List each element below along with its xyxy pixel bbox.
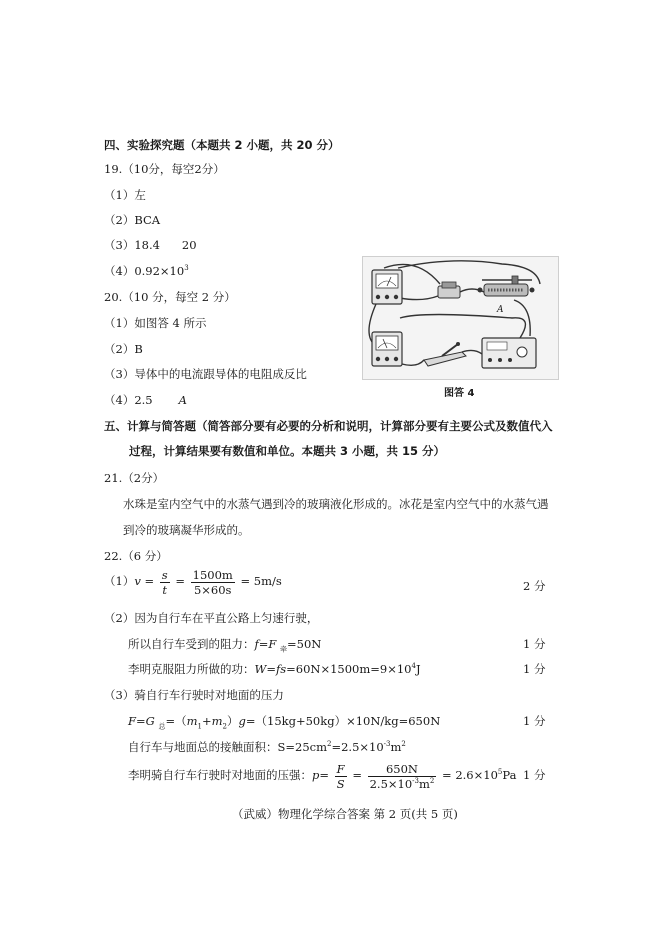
q22-part-2-line-2: 李明克服阻力所做的功：$W=fs=60N\times 1500m=9\times 10^4J$ xyxy=(128,662,421,676)
q22-part-3-line-1: F=G $_总=(m_1+m_2)g=(15kg+50kg)\times 10N/kg=650N$ xyxy=(128,714,441,731)
circuit-diagram xyxy=(362,256,560,380)
q22-part-3-line-1-score: 1 分 xyxy=(523,714,546,728)
q22-head: 22.（6 分） xyxy=(104,549,168,563)
figure-caption: 图答 4 xyxy=(444,388,475,399)
q21-line-2: 到冷的玻璃凝华形成的。 xyxy=(123,523,250,537)
q20-answer-2: （2）B xyxy=(104,342,143,356)
fraction-f-over-s: $\frac{F}{S}$ xyxy=(336,761,345,791)
fraction-force-over-area: $\frac{650N}{2.5\times 10^{-3}m^2}$ xyxy=(369,761,435,791)
fraction-distance-over-time: $\frac{1500m}{5\times 60s}$ xyxy=(192,567,233,597)
q19-answer-3: （3）18.4 20 xyxy=(104,238,197,252)
ammeter xyxy=(372,332,402,366)
q20-head: 20.（10 分，每空 2 分） xyxy=(104,290,236,304)
page-footer: （武威）物理化学综合答案 第 2 页(共 5 页) xyxy=(232,807,458,821)
voltmeter xyxy=(372,270,402,304)
section-4-heading: 四、实验探究题（本题共 2 小题，共 20 分） xyxy=(104,138,340,152)
q22-part-3-line-2: 自行车与地面总的接触面积：$S=25cm^2=2.5\times 10^{-3}m^2$ xyxy=(128,740,406,754)
q21-head: 21.（2分） xyxy=(104,471,165,485)
q19-answer-4: $(4)0.92\times 10^3$ xyxy=(104,264,189,278)
power-supply xyxy=(482,338,536,368)
q22-part-3-line-3-score: 1 分 xyxy=(523,768,546,782)
q22-part-1-formula: （1）v = $\frac{s}{t}$ = $\frac{1500m}{5\times 60s}$ = 5m/s xyxy=(104,567,282,597)
q22-part-3-line-3: 李明骑自行车行驶时对地面的压强：p= $\frac{F}{S}$ = $\frac{650N}{2.5\times 10^{-3}m^2}$ = $2.6\times 10^5Pa$ xyxy=(128,761,517,791)
q19-answer-2: （2）BCA xyxy=(104,213,161,227)
q19-answer-1: （1）左 xyxy=(104,188,146,202)
q22-part-2-line-2-score: 1 分 xyxy=(523,662,546,676)
q21-line-1: 水珠是室内空气中的水蒸气遇到冷的玻璃液化形成的。冰花是室内空气中的水蒸气遇 xyxy=(123,497,549,511)
fraction-s-over-t: $\frac{s}{t}$ xyxy=(161,567,168,597)
q20-answer-3: （3）导体中的电流跟导体的电阻成反比 xyxy=(104,367,307,381)
q22-part-2-line-1: 所以自行车受到的阻力：f=F $_牵$=50N xyxy=(128,637,322,654)
q22-part-2-line-1-score: 1 分 xyxy=(523,637,546,651)
q20-answer-1: （1）如图答 4 所示 xyxy=(104,316,207,330)
section-5-heading-line-2: 过程，计算结果要有数值和单位。本题共 3 小题，共 15 分） xyxy=(129,444,446,458)
section-5-heading-line-1: 五、计算与简答题（简答部分要有必要的分析和说明，计算部分要有主要公式及数值代入 xyxy=(104,419,553,433)
q20-answer-4: （4）2.5 A xyxy=(104,393,187,407)
q22-part-2-intro: （2）因为自行车在平直公路上匀速行驶， xyxy=(104,611,319,625)
slider-label: A xyxy=(497,305,504,315)
q22-part-3-intro: （3）骑自行车行驶时对地面的压力 xyxy=(104,688,284,702)
q22-part-1-score: 2 分 xyxy=(523,579,546,593)
q19-head: 19.（10分，每空2分） xyxy=(104,162,225,176)
